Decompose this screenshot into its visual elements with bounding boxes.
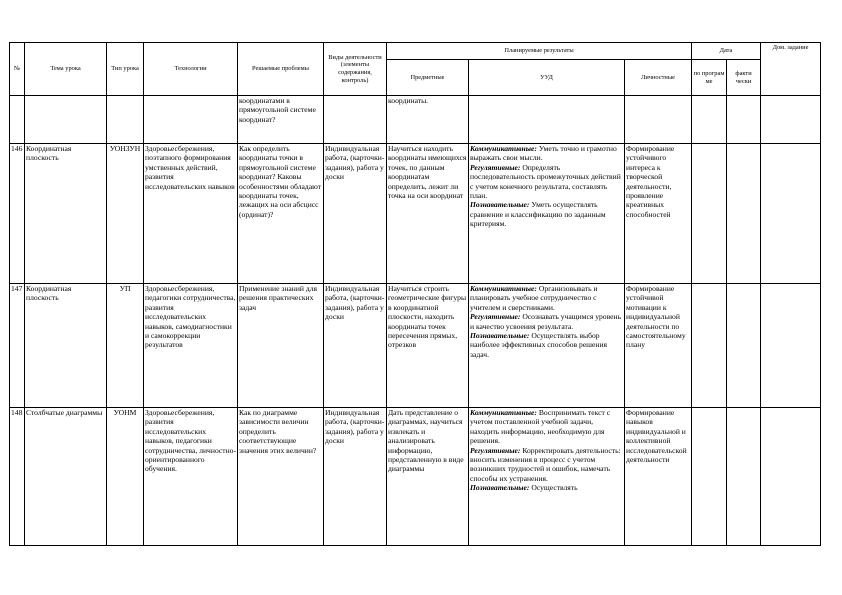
uud-label-communicative: Коммуникативные: — [470, 144, 537, 153]
header-uud: УУД — [469, 60, 625, 96]
header-problems: Решаемые проблемы — [238, 43, 324, 96]
cell-num — [10, 96, 25, 144]
cell-activities: Индивидуальная работа, (карточки-задания), работа у доски — [324, 144, 387, 284]
uud-text: Корректировать деятельность: вносить изменения в процесс с учетом возникших трудностей и ошибок, намечать способы их устранения. — [470, 445, 621, 483]
uud-text: Организовывать и планировать учебное сотрудничество с учителем и сверстниками. — [470, 284, 598, 312]
table-row — [10, 96, 821, 144]
header-date-by-plan: по програм ме — [692, 60, 727, 96]
uud-text: Уметь осуществлять сравнение и классификацию по заданным критериям. — [470, 200, 606, 229]
header-personal-results: Личностные — [625, 60, 692, 96]
cell-technologies: Здоровьесбережения, развития исследовательских навыков, педагогики сотрудничества, личностно-ориентированного обучения. — [144, 408, 238, 546]
cell-date-plan — [692, 284, 727, 408]
header-num: № — [10, 43, 25, 96]
cell-uud — [469, 408, 625, 546]
cell-problems: координатами в прямоугольной системе координат? — [238, 96, 324, 144]
uud-text: Осознавать учащимся уровень и качество усвоения результата. — [470, 312, 622, 331]
header-activities: Виды деятельности (элементы содержания, контроль) — [324, 43, 387, 96]
cell-topic: Координатная плоскость — [25, 284, 107, 408]
header-topic: Тема урока — [25, 43, 107, 96]
cell-uud — [469, 96, 625, 144]
header-type: Тип урока — [107, 43, 144, 96]
cell-activities: Индивидуальная работа, (карточки-задания), работа у доски — [324, 408, 387, 546]
cell-homework — [761, 284, 821, 408]
cell-personal: Формирование навыков индивидуальной и коллективной исследовательской деятельности — [625, 408, 692, 546]
cell-activities — [324, 96, 387, 144]
cell-topic: Координатная плоскость — [25, 144, 107, 284]
header-subject-results: Предметные — [387, 60, 469, 96]
cell-technologies — [144, 96, 238, 144]
cell-personal — [625, 96, 692, 144]
cell-personal: Формирование устойчивого интереса к творческой деятельности, проявление креативных способностей — [625, 144, 692, 284]
cell-date-actual — [727, 408, 761, 546]
lesson-plan-table — [9, 42, 821, 546]
table-row — [10, 144, 821, 284]
uud-label-cognitive: Познавательные: — [470, 331, 530, 341]
cell-homework — [761, 96, 821, 144]
cell-activities: Индивидуальная работа, (карточки-задания), работа у доски — [324, 284, 387, 408]
uud-text: Осуществлять — [529, 483, 578, 493]
cell-num: 148 — [10, 408, 25, 546]
cell-technologies: Здоровьесбережения, поэтапного формирования умственных действий, развития исследовательских навыков — [144, 144, 238, 284]
cell-subject: Научиться строить геометрические фигуры в координатной плоскости, находить координаты точек пересечения прямых, отрезков — [387, 284, 469, 408]
cell-date-plan — [692, 96, 727, 144]
cell-problems: Как по диаграмме зависимости величин определить соответствующие значения этих величин? — [238, 408, 324, 546]
cell-date-actual — [727, 144, 761, 284]
uud-label-communicative: Коммуникативные: — [470, 284, 537, 293]
uud-text: Осуществлять выбор наиболее эффективных способов решения задач. — [470, 331, 608, 359]
cell-type — [107, 96, 144, 144]
cell-date-plan — [692, 144, 727, 284]
uud-label-regulatory: Регулятивные: — [470, 312, 521, 322]
uud-label-cognitive: Познавательные: — [470, 200, 530, 210]
uud-label-cognitive: Познавательные: — [470, 483, 530, 493]
cell-problems: Как определить координаты точки в прямоугольной системе координат? Каковы особенностями обладают координаты точек, лежащих на оси абсцисс (ординат)? — [238, 144, 324, 284]
table-row — [10, 408, 821, 546]
cell-topic: Столбчатые диаграммы — [25, 408, 107, 546]
uud-text: Определять последовательность промежуточных действий с учетом конечного результата, составлять план. — [470, 162, 621, 201]
cell-type: УП — [107, 284, 144, 408]
cell-homework — [761, 144, 821, 284]
cell-subject: координаты. — [387, 96, 469, 144]
cell-uud — [469, 144, 625, 284]
cell-subject: Дать представление о диаграммах, научиться извлекать и анализировать информацию, представленную в виде диаграммы — [387, 408, 469, 546]
cell-technologies: Здоровьесбережения, педагогики сотрудничества, развития исследовательских навыков, самодиагностики и самокоррекции результатов — [144, 284, 238, 408]
cell-num: 147 — [10, 284, 25, 408]
cell-homework — [761, 408, 821, 546]
header-planned-results: Планируемые результаты — [387, 43, 692, 60]
cell-problems: Применение знаний для решения практических задач — [238, 284, 324, 408]
cell-personal: Формирование устойчивой мотивации к индивидуальной деятельности по самостоятельному плану — [625, 284, 692, 408]
table-row — [10, 284, 821, 408]
cell-type: УОНМ — [107, 408, 144, 546]
header-date: Дата — [692, 43, 761, 60]
uud-text: Уметь точно и грамотно выражать свои мысли. — [470, 144, 617, 163]
uud-text: Воспринимать текст с учетом поставленной учебной задачи, находить информацию, необходимую для решения. — [470, 408, 611, 446]
cell-date-actual — [727, 96, 761, 144]
cell-topic — [25, 96, 107, 144]
cell-type: УОНЗУН — [107, 144, 144, 284]
header-date-actual: факти чески — [727, 60, 761, 96]
cell-date-actual — [727, 284, 761, 408]
uud-label-communicative: Коммуникативные: — [470, 408, 537, 417]
header-homework: Дом. задание — [761, 43, 821, 96]
cell-num: 146 — [10, 144, 25, 284]
uud-label-regulatory: Регулятивные: — [470, 162, 521, 172]
cell-subject: Научиться находить координаты имеющихся точек, по данным координатам определить, лежит ли точка на оси координат — [387, 144, 469, 284]
uud-label-regulatory: Регулятивные: — [470, 445, 521, 455]
header-technologies: Технологии — [144, 43, 238, 96]
cell-date-plan — [692, 408, 727, 546]
cell-uud — [469, 284, 625, 408]
